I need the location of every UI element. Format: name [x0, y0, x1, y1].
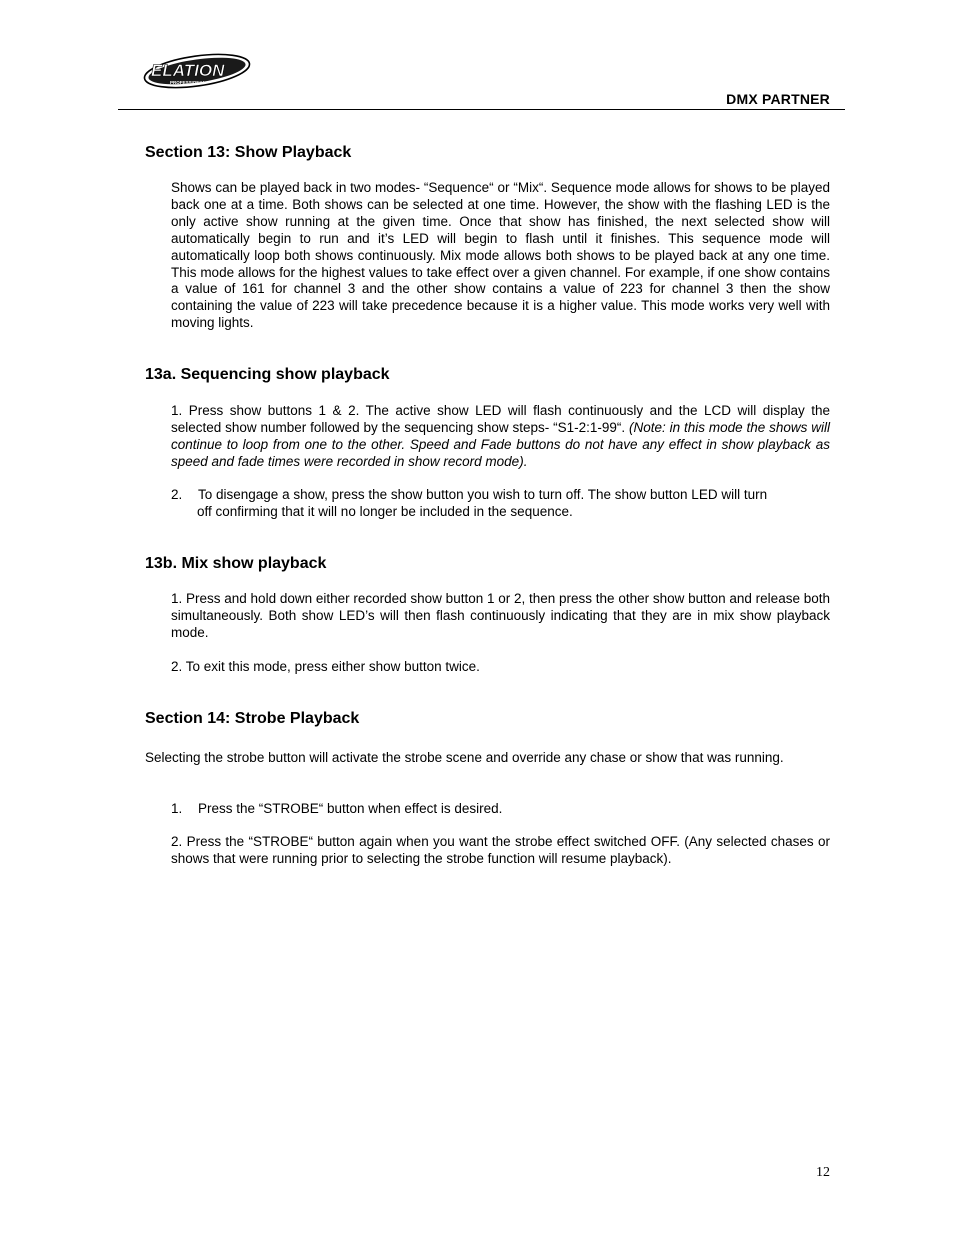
section-13a-step-1: [171, 403, 830, 471]
document-title: DMX PARTNER: [726, 91, 830, 107]
section-13a-heading: 13a. Sequencing show playback: [145, 366, 390, 383]
section-13-heading: Section 13: Show Playback: [145, 144, 352, 161]
page-number: 12: [816, 1165, 830, 1180]
section-14-intro: Selecting the strobe button will activate the strobe scene and override any chase or show that was running.: [145, 750, 784, 765]
section-13-paragraph: Shows can be played back in two modes- “Sequence“ or “Mix“. Sequence mode allows for shows to be played back one at a time. Both shows can be selected at one time. However, the show with the flashing LED is the only active show running at the given time. Once that show has finished, the next selected show will automatically begin to run and it’s LED will begin to flash until it finishes. This sequence mode will automatically loop both shows continuously. Mix mode allows both shows to be played back at any one time. This mode allows for the highest values to take effect over a given channel. For example, if one show contains a value of 161 for channel 3 and the other show contains a value of 223 for channel 3 then the show containing the value of 223 will take precedence because it is a higher value. This mode works very well with moving lights.: [171, 180, 830, 331]
section-13a-step-2: [171, 487, 830, 521]
header-divider: [118, 109, 845, 110]
section-13a-step-2-line-2: off confirming that it will no longer be included in the sequence.: [197, 503, 573, 519]
logo-subtext: PROFESSIONAL: [170, 80, 206, 85]
logo-wordmark: ELATION: [151, 61, 225, 80]
section-14-step-2: 2. Press the “STROBE“ button again when you want the strobe effect switched OFF. (Any selected chases or shows that were running prior to selecting the strobe function will resume playback).: [171, 834, 830, 866]
section-13b-heading: 13b. Mix show playback: [145, 555, 327, 572]
section-13b-step-1: 1. Press and hold down either recorded show button 1 or 2, then press the other show button and release both simultaneously. Both show LED’s will then flash continuously indicating that they are in mix show playback mode.: [171, 591, 830, 640]
section-13a-step-1-text: 1. Press show buttons 1 & 2. The active show LED will flash continuously and the LCD will display the selected show number followed by the sequencing show steps- “S1-2:1-99“.: [171, 403, 830, 435]
section-14-step-1: [171, 801, 830, 818]
section-14-heading: Section 14: Strobe Playback: [145, 710, 360, 727]
section-14-step-1-number: 1.: [171, 801, 183, 816]
section-14-step-1-text: Press the “STROBE“ button when effect is desired.: [198, 801, 503, 816]
section-13a-step-1-note: (Note: in this mode the shows will continue to loop from one to the other. Speed and Fade buttons do not have any effect in show playback as speed and fade times were recorded in show record mode).: [171, 419, 830, 469]
elation-logo: [142, 50, 252, 90]
section-13a-step-2-line-1: To disengage a show, press the show button you wish to turn off. The show button LED will turn: [198, 487, 768, 502]
section-13a-step-2-number: 2.: [171, 487, 183, 502]
section-13b-step-2: 2. To exit this mode, press either show button twice.: [171, 659, 480, 674]
